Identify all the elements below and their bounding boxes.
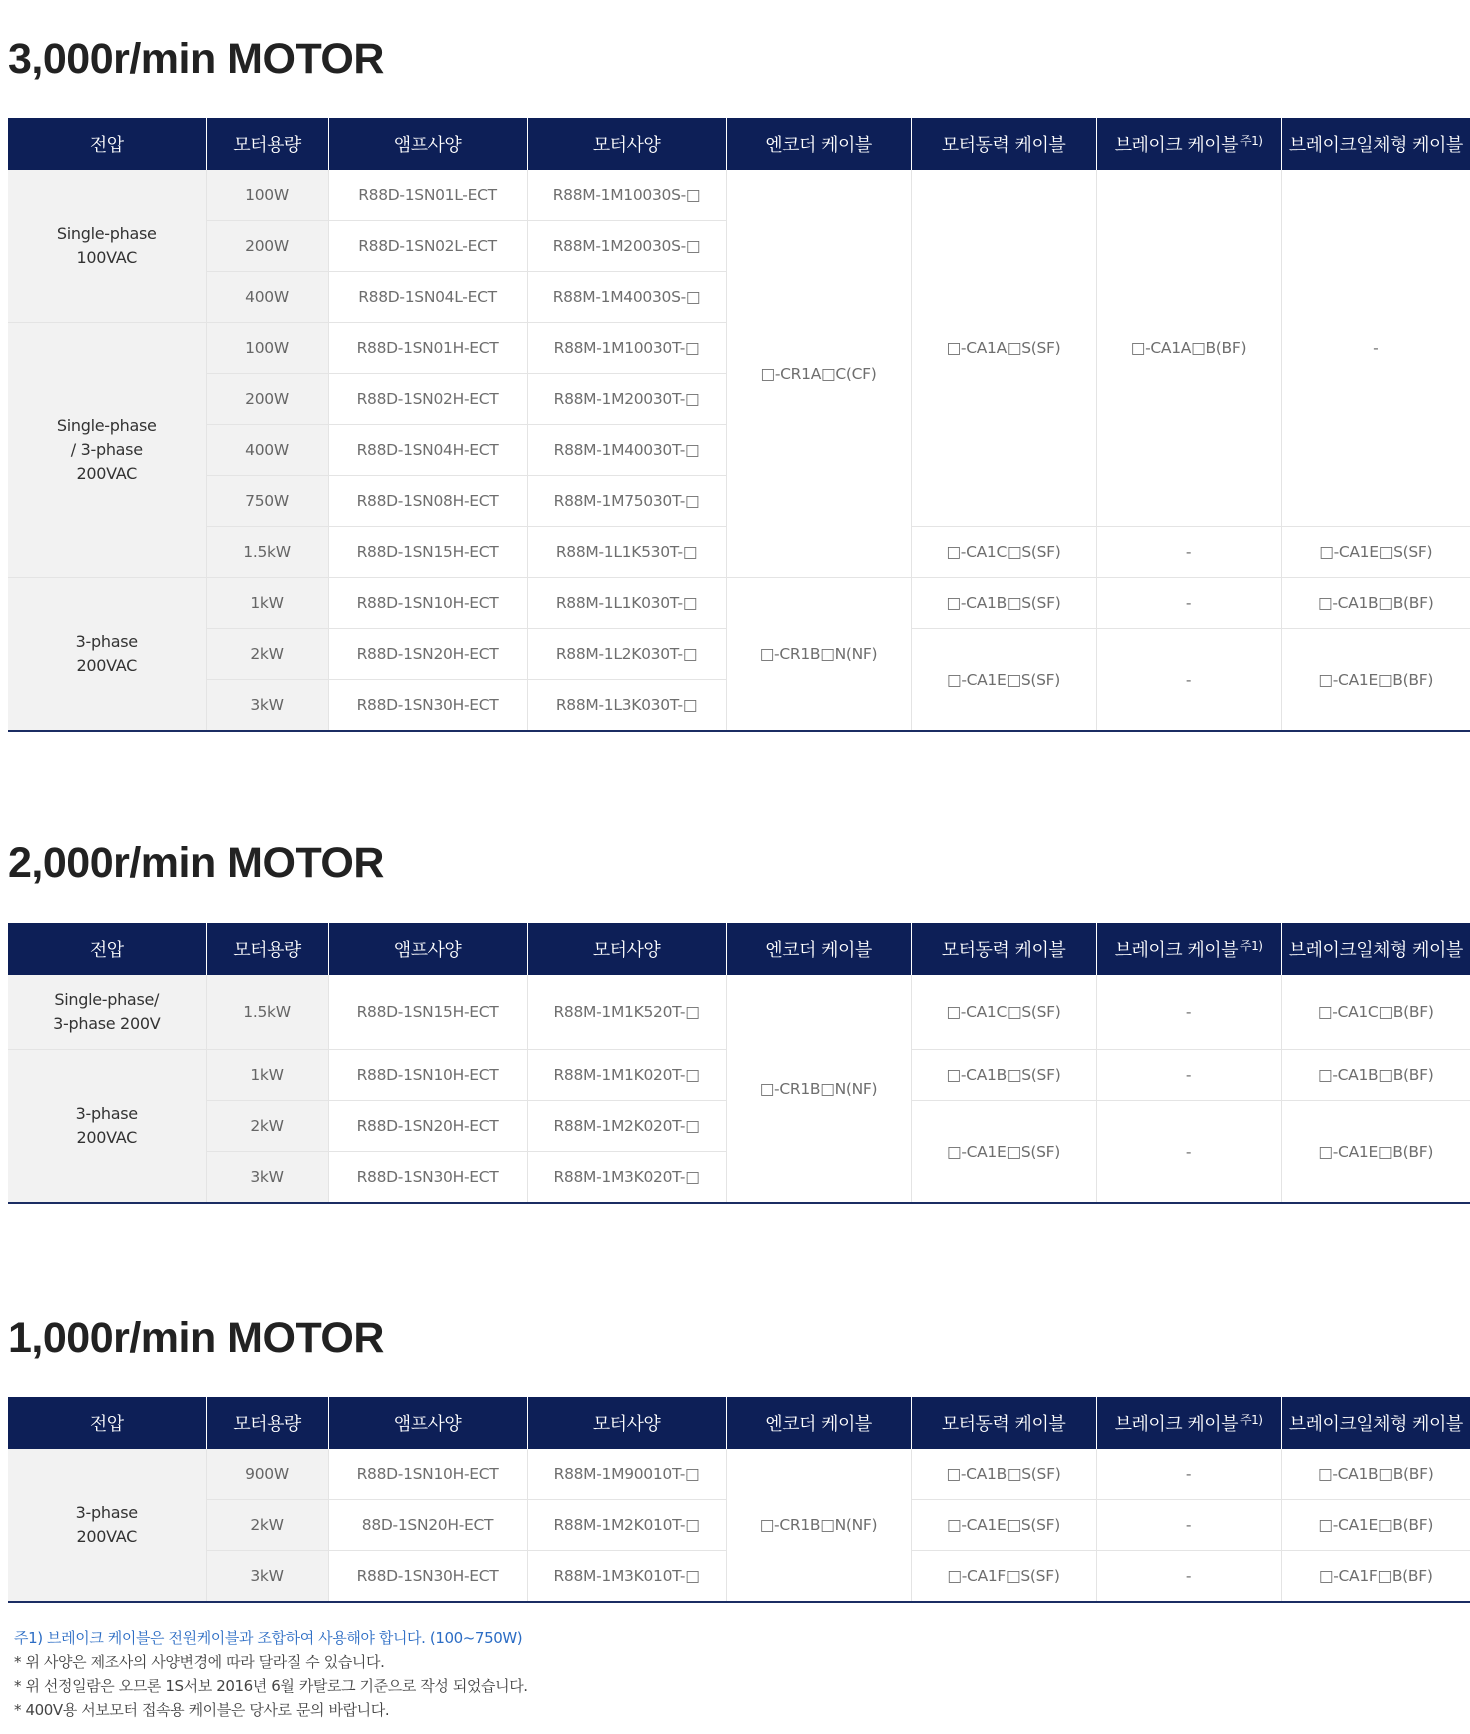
integrated-cable-cell: □-CA1F□B(BF) <box>1281 1551 1470 1603</box>
header-motor: 모터사양 <box>527 923 726 975</box>
header-voltage: 전압 <box>8 118 206 170</box>
integrated-cable-cell: □-CA1E□B(BF) <box>1281 1500 1470 1551</box>
amp-cell: R88D-1SN02L-ECT <box>328 221 527 272</box>
voltage-cell: Single-phase / 3-phase 200VAC <box>8 323 206 578</box>
voltage-cell: 3-phase 200VAC <box>8 1050 206 1204</box>
header-integrated-cable: 브레이크일체형 케이블 <box>1281 1397 1470 1449</box>
note-brake-cable: 주1) 브레이크 케이블은 전원케이블과 조합하여 사용해야 합니다. (100~750W) <box>14 1629 523 1647</box>
amp-cell: R88D-1SN01L-ECT <box>328 170 527 221</box>
header-brake-cable: 브레이크 케이블 $^{주1)}$ <box>1096 923 1281 975</box>
brake-cable-cell: □-CA1A□B(BF) <box>1096 170 1281 527</box>
power-cable-cell: □-CA1E□S(SF) <box>911 1500 1096 1551</box>
integrated-cable-cell: □-CA1E□B(BF) <box>1281 629 1470 732</box>
amp-cell: R88D-1SN30H-ECT <box>328 1551 527 1603</box>
header-brake-cable: 브레이크 케이블 $^{주1)}$ <box>1096 118 1281 170</box>
capacity-cell: 1.5kW <box>206 527 328 578</box>
capacity-cell: 900W <box>206 1449 328 1500</box>
motor-cell: R88M-1L3K030T-□ <box>527 680 726 732</box>
header-integrated-cable: 브레이크일체형 케이블 <box>1281 118 1470 170</box>
voltage-cell: Single-phase/ 3-phase 200V <box>8 975 206 1050</box>
motor-cell: R88M-1M10030T-□ <box>527 323 726 374</box>
table-row <box>8 1449 1470 1500</box>
power-cable-cell: □-CA1F□S(SF) <box>911 1551 1096 1603</box>
voltage-cell: 3-phase 200VAC <box>8 1449 206 1602</box>
brake-cable-cell: - <box>1096 975 1281 1050</box>
capacity-cell: 1kW <box>206 1050 328 1101</box>
motor-cell: R88M-1L1K530T-□ <box>527 527 726 578</box>
motor-cell: R88M-1M3K020T-□ <box>527 1152 726 1204</box>
encoder-cable-cell: □-CR1B□N(NF) <box>726 578 911 732</box>
integrated-cable-cell: □-CA1E□B(BF) <box>1281 1101 1470 1204</box>
capacity-cell: 100W <box>206 323 328 374</box>
motor-cell: R88M-1M20030S-□ <box>527 221 726 272</box>
header-voltage: 전압 <box>8 923 206 975</box>
header-power-cable: 모터동력 케이블 <box>911 118 1096 170</box>
power-cable-cell: □-CA1C□S(SF) <box>911 975 1096 1050</box>
header-encoder-cable: 엔코더 케이블 <box>726 118 911 170</box>
note-spec-change: * 위 사양은 제조사의 사양변경에 따라 달라질 수 있습니다. <box>14 1653 385 1671</box>
power-cable-cell: □-CA1C□S(SF) <box>911 527 1096 578</box>
header-brake-cable: 브레이크 케이블 $^{주1)}$ <box>1096 1397 1281 1449</box>
brake-note-mark: 주1) <box>1240 1413 1263 1427</box>
capacity-cell: 750W <box>206 476 328 527</box>
power-cable-cell: □-CA1E□S(SF) <box>911 1101 1096 1204</box>
header-motor: 모터사양 <box>527 1397 726 1449</box>
capacity-cell: 3kW <box>206 1551 328 1603</box>
amp-cell: R88D-1SN04H-ECT <box>328 425 527 476</box>
brake-cable-cell: - <box>1096 1101 1281 1204</box>
motor-cell: R88M-1L1K030T-□ <box>527 578 726 629</box>
power-cable-cell: □-CA1B□S(SF) <box>911 1449 1096 1500</box>
voltage-cell: 3-phase 200VAC <box>8 578 206 732</box>
note-catalog-basis: * 위 선정일람은 오므론 1S서보 2016년 6월 카탈로그 기준으로 작성 되었습니다. <box>14 1677 528 1695</box>
footnotes <box>14 1626 528 1722</box>
brake-cable-cell: - <box>1096 578 1281 629</box>
capacity-cell: 200W <box>206 221 328 272</box>
motor-cell: R88M-1M75030T-□ <box>527 476 726 527</box>
amp-cell: R88D-1SN15H-ECT <box>328 527 527 578</box>
amp-cell: R88D-1SN20H-ECT <box>328 629 527 680</box>
integrated-cable-cell: □-CA1B□B(BF) <box>1281 578 1470 629</box>
power-cable-cell: □-CA1B□S(SF) <box>911 1050 1096 1101</box>
amp-cell: R88D-1SN20H-ECT <box>328 1101 527 1152</box>
amp-cell: R88D-1SN10H-ECT <box>328 1050 527 1101</box>
amp-cell: R88D-1SN04L-ECT <box>328 272 527 323</box>
brake-cable-cell: - <box>1096 1551 1281 1603</box>
motor-cell: R88M-1M2K010T-□ <box>527 1500 726 1551</box>
motor-cell: R88M-1M40030S-□ <box>527 272 726 323</box>
table-header-row <box>8 118 1470 170</box>
brake-cable-cell: - <box>1096 1500 1281 1551</box>
motor-cell: R88M-1M1K520T-□ <box>527 975 726 1050</box>
table-row <box>8 975 1470 1050</box>
header-power-cable: 모터동력 케이블 <box>911 1397 1096 1449</box>
motor-cell: R88M-1M90010T-□ <box>527 1449 726 1500</box>
encoder-cable-cell: □-CR1A□C(CF) <box>726 170 911 578</box>
integrated-cable-cell: □-CA1B□B(BF) <box>1281 1050 1470 1101</box>
section-title-3000: 3,000r/min MOTOR <box>8 35 384 83</box>
amp-cell: R88D-1SN01H-ECT <box>328 323 527 374</box>
note-400v-inquiry: * 400V용 서보모터 접속용 케이블은 당사로 문의 바랍니다. <box>14 1701 390 1719</box>
capacity-cell: 400W <box>206 272 328 323</box>
power-cable-cell: □-CA1A□S(SF) <box>911 170 1096 527</box>
amp-cell: R88D-1SN15H-ECT <box>328 975 527 1050</box>
amp-cell: R88D-1SN02H-ECT <box>328 374 527 425</box>
motor-cell: R88M-1M40030T-□ <box>527 425 726 476</box>
capacity-cell: 100W <box>206 170 328 221</box>
amp-cell: R88D-1SN30H-ECT <box>328 680 527 732</box>
amp-cell: R88D-1SN10H-ECT <box>328 1449 527 1500</box>
brake-cable-cell: - <box>1096 1449 1281 1500</box>
motor-cell: R88M-1M2K020T-□ <box>527 1101 726 1152</box>
header-encoder-cable: 엔코더 케이블 <box>726 1397 911 1449</box>
header-encoder-cable: 엔코더 케이블 <box>726 923 911 975</box>
header-amp: 앰프사양 <box>328 118 527 170</box>
integrated-cable-cell: □-CA1C□B(BF) <box>1281 975 1470 1050</box>
spec-table-3000 <box>8 118 1470 732</box>
integrated-cable-cell: □-CA1E□S(SF) <box>1281 527 1470 578</box>
power-cable-cell: □-CA1E□S(SF) <box>911 629 1096 732</box>
integrated-cable-cell: - <box>1281 170 1470 527</box>
capacity-cell: 2kW <box>206 1101 328 1152</box>
section-title-2000: 2,000r/min MOTOR <box>8 839 384 887</box>
capacity-cell: 1kW <box>206 578 328 629</box>
capacity-cell: 3kW <box>206 1152 328 1204</box>
spec-table-1000 <box>8 1397 1470 1603</box>
table-row <box>8 578 1470 629</box>
motor-cell: R88M-1M20030T-□ <box>527 374 726 425</box>
capacity-cell: 2kW <box>206 1500 328 1551</box>
amp-cell: R88D-1SN10H-ECT <box>328 578 527 629</box>
capacity-cell: 2kW <box>206 629 328 680</box>
capacity-cell: 400W <box>206 425 328 476</box>
header-integrated-cable: 브레이크일체형 케이블 <box>1281 923 1470 975</box>
motor-cell: R88M-1L2K030T-□ <box>527 629 726 680</box>
header-capacity: 모터용량 <box>206 1397 328 1449</box>
header-power-cable: 모터동력 케이블 <box>911 923 1096 975</box>
amp-cell: R88D-1SN08H-ECT <box>328 476 527 527</box>
header-amp: 앰프사양 <box>328 1397 527 1449</box>
amp-cell: R88D-1SN30H-ECT <box>328 1152 527 1204</box>
brake-cable-cell: - <box>1096 1050 1281 1101</box>
header-voltage: 전압 <box>8 1397 206 1449</box>
motor-cell: R88M-1M1K020T-□ <box>527 1050 726 1101</box>
brake-cable-cell: - <box>1096 629 1281 732</box>
spec-table-2000 <box>8 923 1470 1204</box>
brake-cable-cell: - <box>1096 527 1281 578</box>
header-capacity: 모터용량 <box>206 118 328 170</box>
motor-cell: R88M-1M10030S-□ <box>527 170 726 221</box>
brake-note-mark: 주1) <box>1240 134 1263 148</box>
header-motor: 모터사양 <box>527 118 726 170</box>
power-cable-cell: □-CA1B□S(SF) <box>911 578 1096 629</box>
capacity-cell: 1.5kW <box>206 975 328 1050</box>
capacity-cell: 3kW <box>206 680 328 732</box>
header-capacity: 모터용량 <box>206 923 328 975</box>
motor-cell: R88M-1M3K010T-□ <box>527 1551 726 1603</box>
encoder-cable-cell: □-CR1B□N(NF) <box>726 1449 911 1602</box>
encoder-cable-cell: □-CR1B□N(NF) <box>726 975 911 1203</box>
integrated-cable-cell: □-CA1B□B(BF) <box>1281 1449 1470 1500</box>
table-header-row <box>8 923 1470 975</box>
voltage-cell: Single-phase 100VAC <box>8 170 206 323</box>
table-row <box>8 170 1470 221</box>
capacity-cell: 200W <box>206 374 328 425</box>
section-title-1000: 1,000r/min MOTOR <box>8 1314 384 1362</box>
amp-cell: 88D-1SN20H-ECT <box>328 1500 527 1551</box>
table-header-row <box>8 1397 1470 1449</box>
brake-note-mark: 주1) <box>1240 939 1263 953</box>
header-amp: 앰프사양 <box>328 923 527 975</box>
